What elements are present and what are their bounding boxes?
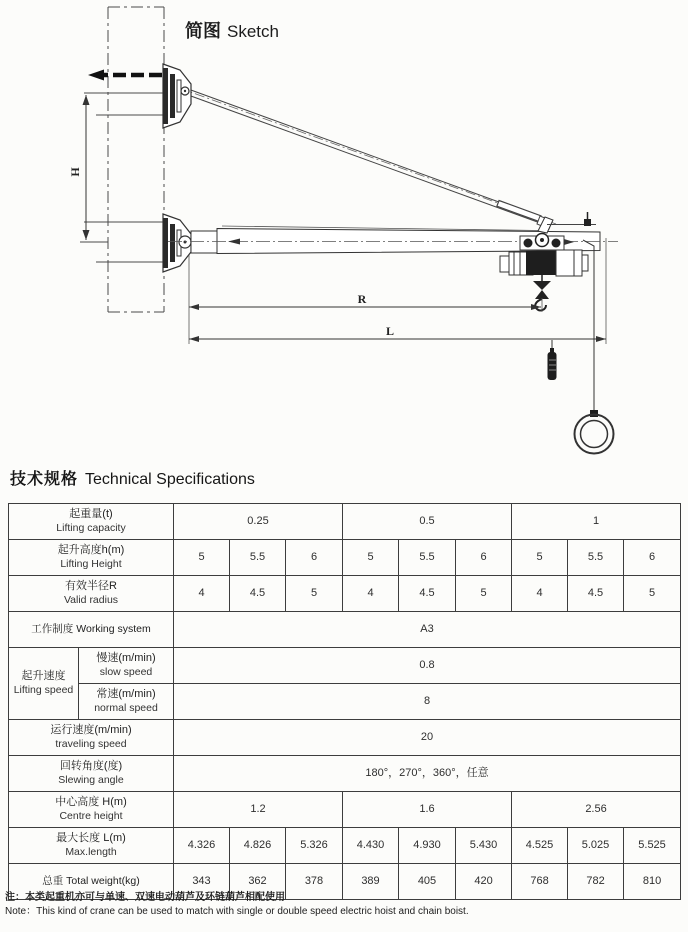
height-value: 5.5	[399, 540, 456, 576]
max-length-value: 4.430	[343, 828, 399, 864]
centre-height-value: 2.56	[512, 792, 681, 828]
dimension-l	[189, 324, 606, 342]
label-normal-speed: 常速(m/min) normal speed	[79, 684, 174, 720]
row-valid-radius	[9, 576, 681, 612]
total-weight-value: 389	[343, 864, 399, 900]
centre-height-value: 1.2	[174, 792, 343, 828]
row-traveling-speed	[9, 720, 681, 756]
height-value: 6	[624, 540, 681, 576]
height-value: 6	[286, 540, 343, 576]
total-weight-value: 420	[456, 864, 512, 900]
wall-column	[108, 7, 164, 312]
total-weight-value: 782	[568, 864, 624, 900]
foot-note	[5, 891, 469, 919]
total-weight-value: 362	[230, 864, 286, 900]
row-lifting-height	[9, 540, 681, 576]
electric-hoist	[500, 250, 588, 276]
row-normal-speed	[9, 684, 681, 720]
max-length-value: 5.430	[456, 828, 512, 864]
section-heading	[10, 466, 255, 489]
total-weight-value: 343	[174, 864, 230, 900]
height-value: 5.5	[230, 540, 286, 576]
dimension-r	[189, 292, 541, 310]
anchor-bolt-arrow	[88, 70, 162, 81]
height-value: 5	[512, 540, 568, 576]
capacity-value: 0.5	[343, 504, 512, 540]
label-max-length: 最大长度 L(m) Max.length	[9, 828, 174, 864]
slow-speed-value: 0.8	[174, 648, 681, 684]
radius-value: 4	[512, 576, 568, 612]
dim-r-label: R	[357, 292, 367, 306]
dimension-h	[68, 95, 90, 240]
capacity-value: 1	[512, 504, 681, 540]
foot-note-en: Note：This kind of crane can be used to match with single or double speed electric hoist and chain boist.	[5, 906, 469, 917]
radius-value: 4	[343, 576, 399, 612]
radius-value: 4.5	[399, 576, 456, 612]
foot-note-zh: 注：本类起重机亦可与单速、双速电动葫芦及环链葫芦相配使用	[5, 892, 285, 903]
radius-value: 4.5	[568, 576, 624, 612]
label-slewing-angle: 回转角度(度) Slewing angle	[9, 756, 174, 792]
label-slow-speed: 慢速(m/min) slow speed	[79, 648, 174, 684]
label-lifting-speed: 起升速度 Lifting speed	[9, 648, 79, 720]
total-weight-value: 768	[512, 864, 568, 900]
max-length-value: 5.025	[568, 828, 624, 864]
radius-value: 4	[174, 576, 230, 612]
slewing-angle-value: 180°，270°，360°，任意	[174, 756, 681, 792]
max-length-value: 4.525	[512, 828, 568, 864]
section-title-en: Technical Specifications	[85, 471, 255, 488]
boom-hinge-block	[191, 231, 217, 253]
max-length-value: 4.326	[174, 828, 230, 864]
radius-value: 4.5	[230, 576, 286, 612]
label-working-system: 工作制度 Working system	[9, 612, 174, 648]
row-slewing-angle	[9, 756, 681, 792]
label-total-weight: 总重 Total weight(kg)	[9, 864, 174, 900]
centre-height-value: 1.6	[343, 792, 512, 828]
height-value: 5	[343, 540, 399, 576]
row-lifting-capacity	[9, 504, 681, 540]
max-length-value: 5.326	[286, 828, 343, 864]
bracket-mounting-lines	[80, 93, 164, 262]
cable-drum	[526, 251, 556, 275]
radius-value: 5	[286, 576, 343, 612]
row-slow-speed	[9, 648, 681, 684]
normal-speed-value: 8	[174, 684, 681, 720]
max-length-value: 4.930	[399, 828, 456, 864]
label-traveling-speed: 运行速度(m/min) traveling speed	[9, 720, 174, 756]
dim-h-label: H	[68, 167, 82, 177]
radius-value: 5	[624, 576, 681, 612]
height-value: 6	[456, 540, 512, 576]
hoist-motor	[556, 250, 582, 276]
label-lifting-height: 起升高度h(m) Lifting Height	[9, 540, 174, 576]
pendant-control	[548, 340, 557, 380]
row-working-system	[9, 612, 681, 648]
height-value: 5.5	[568, 540, 624, 576]
max-length-value: 5.525	[624, 828, 681, 864]
label-lifting-capacity: 起重量(t) Lifting capacity	[9, 504, 174, 540]
lifting-ring	[575, 254, 614, 454]
row-max-length	[9, 828, 681, 864]
turnbuckle	[497, 201, 541, 222]
capacity-value: 0.25	[174, 504, 343, 540]
working-system-value: A3	[174, 612, 681, 648]
total-weight-value: 378	[286, 864, 343, 900]
tie-rod	[178, 88, 556, 230]
label-centre-height: 中心高度 H(m) Centre height	[9, 792, 174, 828]
hoist-trolley	[520, 234, 564, 251]
total-weight-value: 810	[624, 864, 681, 900]
dim-l-label: L	[385, 324, 395, 338]
max-length-value: 4.826	[230, 828, 286, 864]
radius-value: 5	[456, 576, 512, 612]
top-wall-bracket	[163, 64, 191, 128]
traveling-speed-value: 20	[174, 720, 681, 756]
sketch-title-en: Sketch	[227, 22, 279, 41]
section-title-zh: 技术规格	[10, 471, 79, 488]
end-stop-bolt	[584, 219, 591, 226]
height-value: 5	[174, 540, 230, 576]
specifications-table	[8, 503, 681, 900]
sketch-title-zh: 简图	[185, 21, 221, 41]
crane-sketch	[0, 0, 688, 465]
label-valid-radius: 有效半径R Valid radius	[9, 576, 174, 612]
row-centre-height	[9, 792, 681, 828]
total-weight-value: 405	[399, 864, 456, 900]
